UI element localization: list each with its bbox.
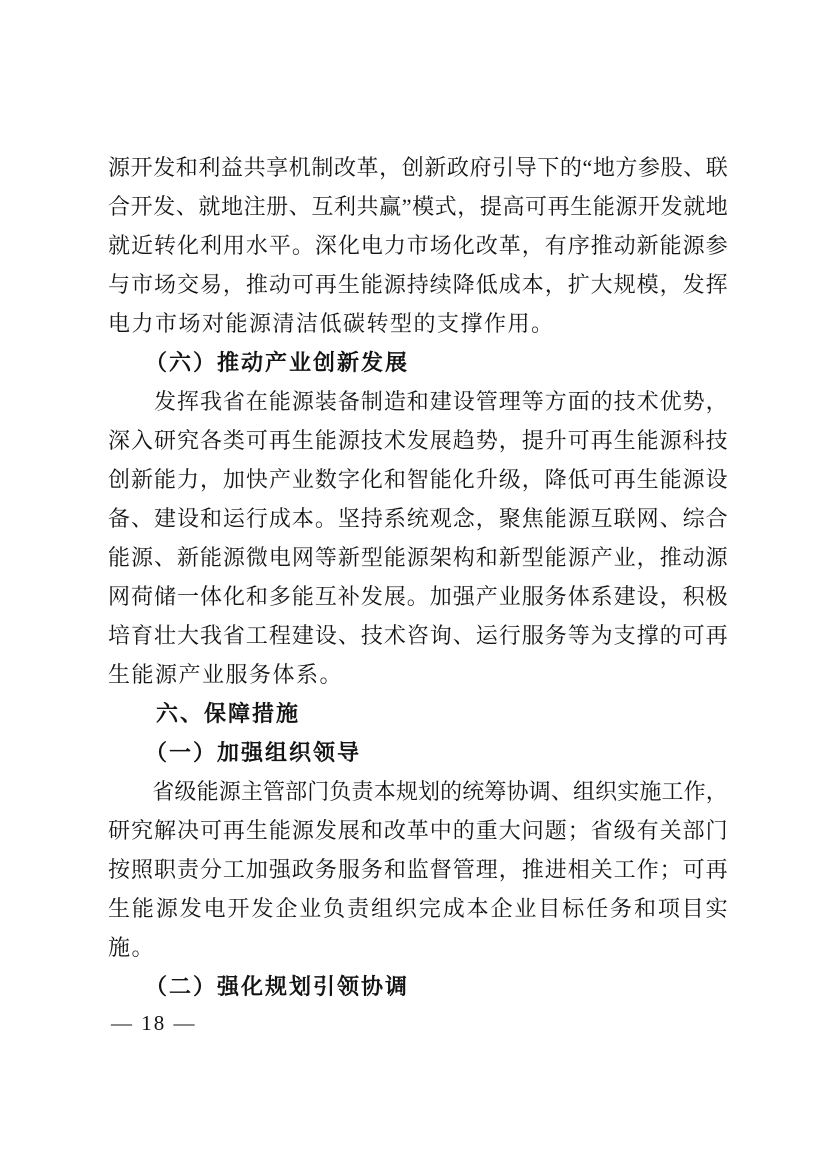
text-line: 能 源 、 新 能 源 微 电 网 等 新 型 能 源 架 构 和 新 型 能 源 产 业 ， 推 动 源	[108, 545, 728, 570]
text-line: 就 近 转 化 利 用 水 平 。 深 化 电 力 市 场 化 改 革 ， 有 序 推 动 新 能 源 参	[108, 233, 728, 258]
subsection-heading	[108, 967, 728, 1006]
text-line: （一）加强组织领导	[108, 740, 362, 765]
document-body	[108, 148, 728, 1006]
text-line: 生 能 源 发 电 开 发 企 业 负 责 组 织 完 成 本 企 业 目 标 任 务 和 项 目 实	[108, 896, 728, 921]
text-line: 深 入 研 究 各 类 可 再 生 能 源 技 术 发 展 趋 势 ， 提 升 可 再 生 能 源 科 技	[108, 428, 728, 453]
body-paragraph	[108, 382, 728, 694]
text-line: 网 荷 储 一 体 化 和 多 能 互 补 发 展 。 加 强 产 业 服 务 体 系 建 设 ， 积 极	[108, 584, 728, 609]
text-line: （六）推动产业创新发展	[108, 350, 410, 375]
text-line: 培 育 壮 大 我 省 工 程 建 设 、 技 术 咨 询 、 运 行 服 务 等 为 支 撑 的 可 再	[108, 623, 728, 648]
text-line: （二）强化规划引领协调	[108, 974, 410, 999]
text-line: 省 级 能 源 主 管 部 门 负 责 本 规 划 的 统 筹 协 调 、 组 织 实 施 工 作 ，	[152, 779, 728, 804]
text-line: 研 究 解 决 可 再 生 能 源 发 展 和 改 革 中 的 重 大 问 题 ； 省 级 有 关 部 门	[108, 818, 728, 843]
body-continuation-paragraph	[108, 148, 728, 343]
text-line: 按 照 职 责 分 工 加 强 政 务 服 务 和 监 督 管 理 ， 推 进 相 关 工 作 ； 可 再	[108, 857, 728, 882]
page-number: — 18 —	[111, 1011, 197, 1035]
text-line: 合 开 发 、 就 地 注 册 、 互 利 共 赢 ” 模 式 ， 提 高 可 再 生 能 源 开 发 就 地	[108, 194, 728, 219]
text-line: 源 开 发 和 利 益 共 享 机 制 改 革 ， 创 新 政 府 引 导 下 的 “ 地 方 参 股 、 联	[108, 155, 728, 180]
subsection-heading	[108, 343, 728, 382]
text-line: 六、保障措施	[108, 701, 301, 726]
text-line: 备 、 建 设 和 运 行 成 本 。 坚 持 系 统 观 念 ， 聚 焦 能 源 互 联 网 、 综 合	[108, 506, 728, 531]
text-line: 创 新 能 力 ， 加 快 产 业 数 字 化 和 智 能 化 升 级 ， 降 低 可 再 生 能 源 设	[108, 467, 728, 492]
subsection-heading	[108, 733, 728, 772]
text-line: 施。	[108, 935, 156, 960]
body-paragraph	[108, 772, 728, 967]
section-heading	[108, 694, 728, 733]
text-line: 生能源产业服务体系。	[108, 662, 344, 687]
text-line: 与 市 场 交 易 ， 推 动 可 再 生 能 源 持 续 降 低 成 本 ， 扩 大 规 模 ， 发 挥	[108, 272, 728, 297]
text-line: 发 挥 我 省 在 能 源 装 备 制 造 和 建 设 管 理 等 方 面 的 技 术 优 势 ，	[153, 389, 728, 414]
text-line: 电力市场对能源清洁低碳转型的支撑作用。	[108, 311, 555, 336]
